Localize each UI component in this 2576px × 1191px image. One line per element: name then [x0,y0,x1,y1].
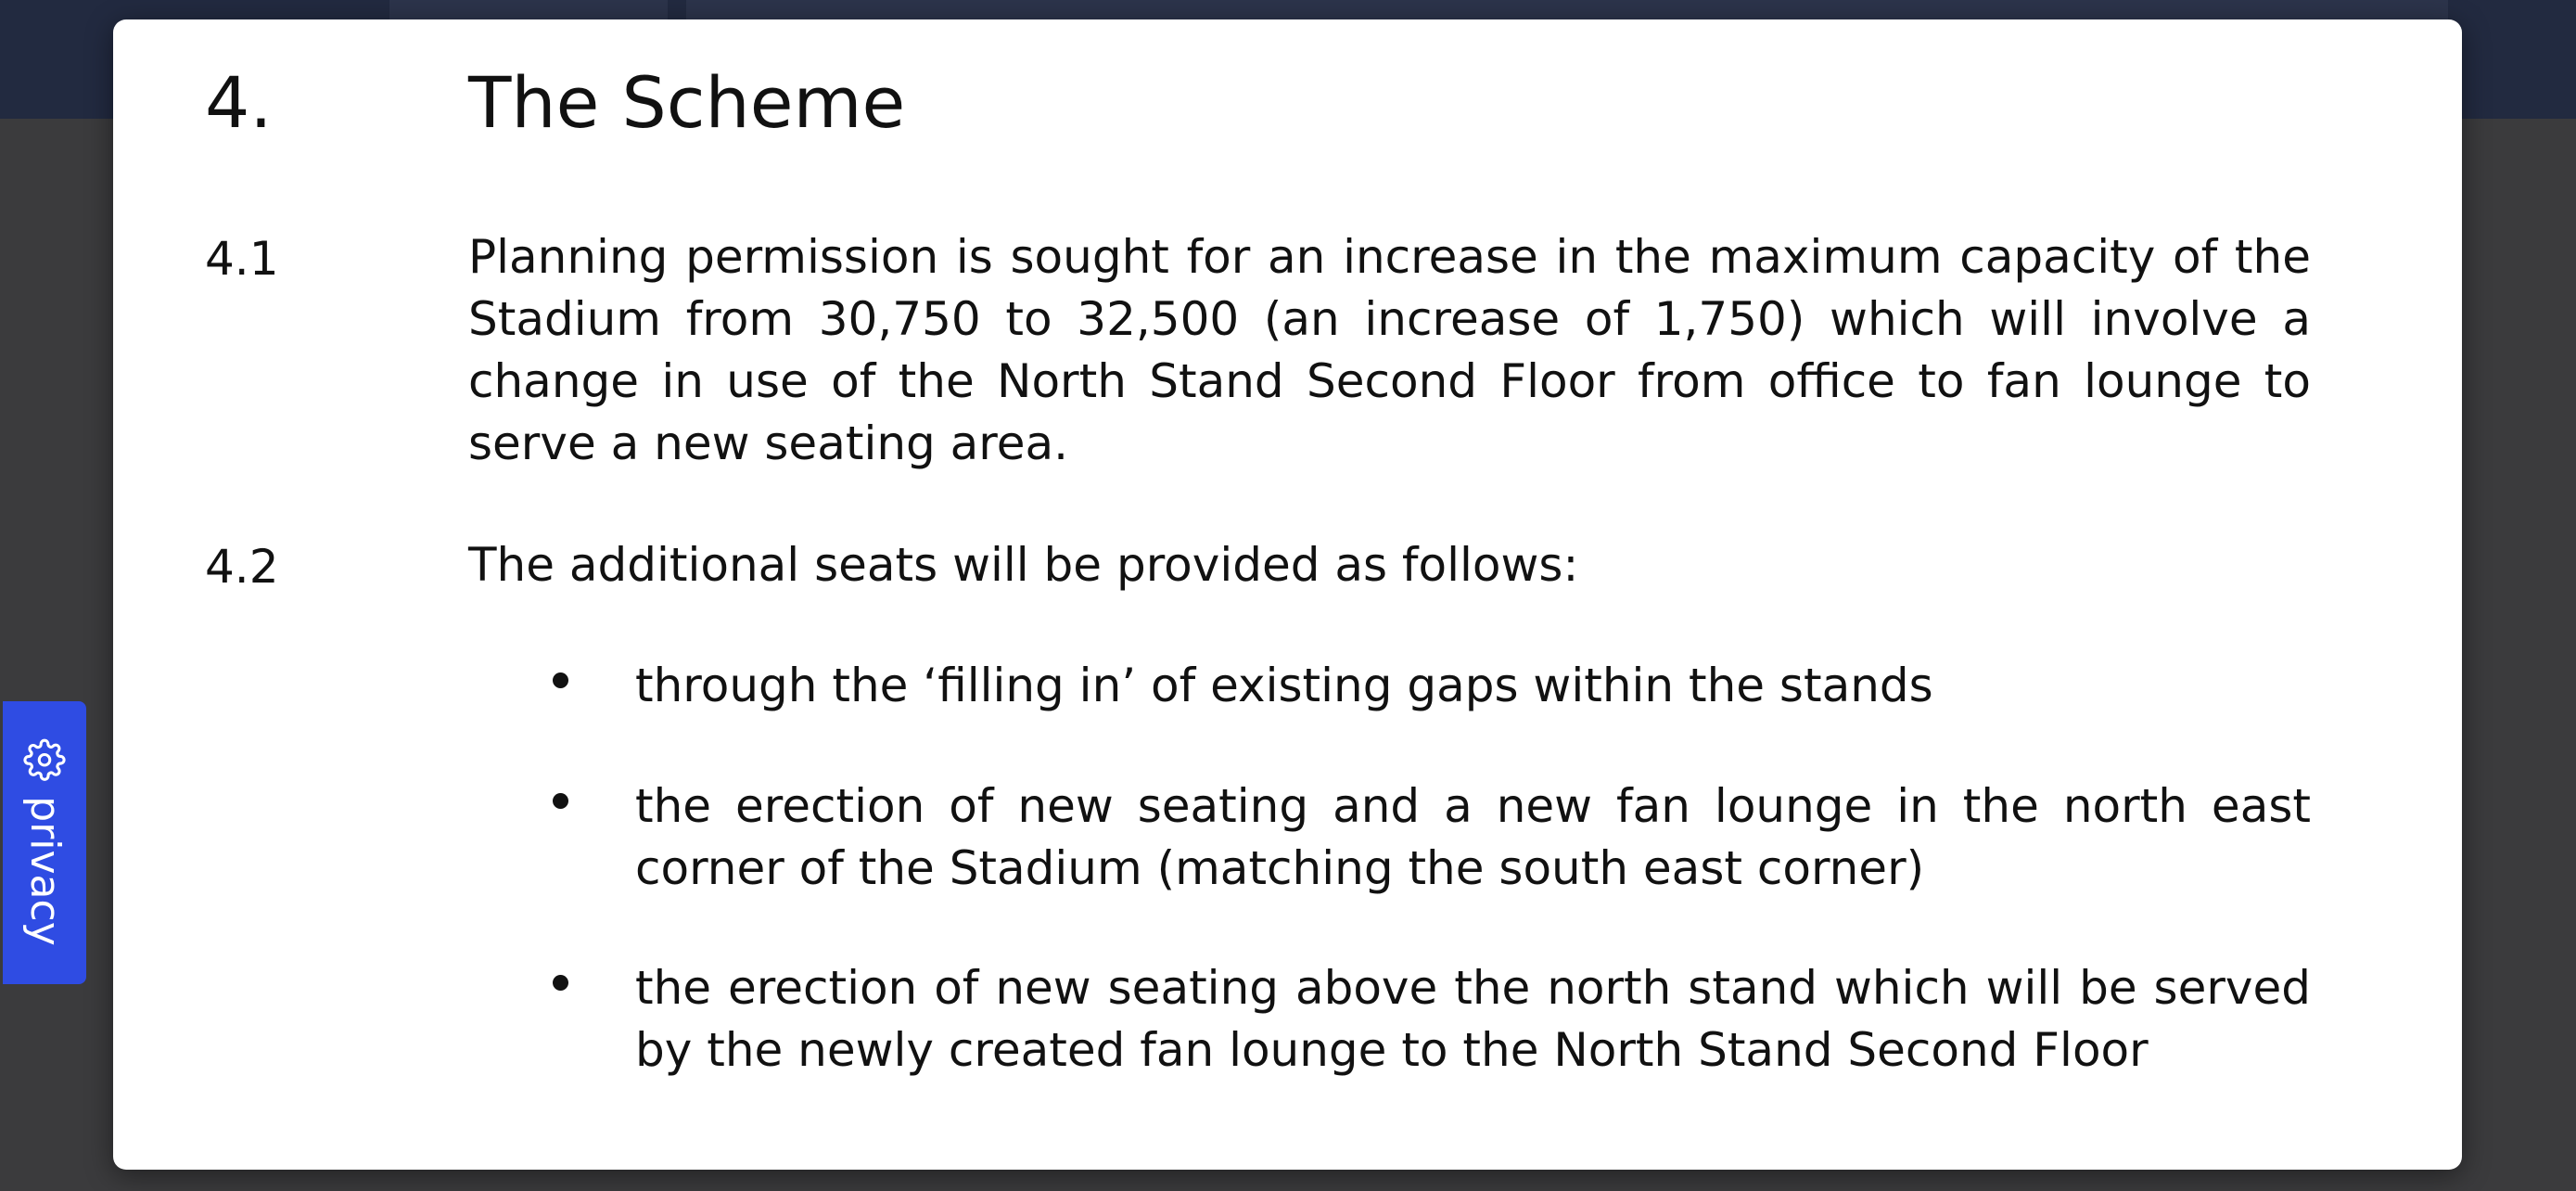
privacy-button[interactable] [3,701,86,984]
privacy-button-content [21,738,69,946]
privacy-label: privacy [21,796,69,946]
paragraph-text: Planning permission is sought for an increase in the maximum capacity of the Stadium from 30,750 to 32,500 (an increase of 1,750) which will involve a change in use of the North Stand Second Floor from office to fan lounge to serve a new seating area. [468,230,2311,470]
background-tab [686,0,2448,20]
bullet-item: through the ‘filling in’ of existing gaps within the stands [635,659,1933,712]
paragraph-number: 4.2 [205,540,279,594]
paragraph-text: The additional seats will be provided as follows: [468,538,1579,592]
bullet-icon [553,975,568,991]
bullet-icon [553,793,568,809]
bullet-item: the erection of new seating above the north stand which will be served by the newly created fan lounge to the North Stand Second Floor [635,961,2311,1077]
document-page [113,19,2462,1170]
bullet-icon [553,672,568,688]
section-number: 4. [205,61,273,144]
gear-icon [23,738,66,781]
section-title: The Scheme [468,61,906,144]
background-tab [389,0,668,20]
bullet-item: the erection of new seating and a new fan lounge in the north east corner of the Stadium (matching the south east corner) [635,779,2311,895]
document-viewer [113,19,2462,1170]
paragraph-number: 4.1 [205,232,279,286]
